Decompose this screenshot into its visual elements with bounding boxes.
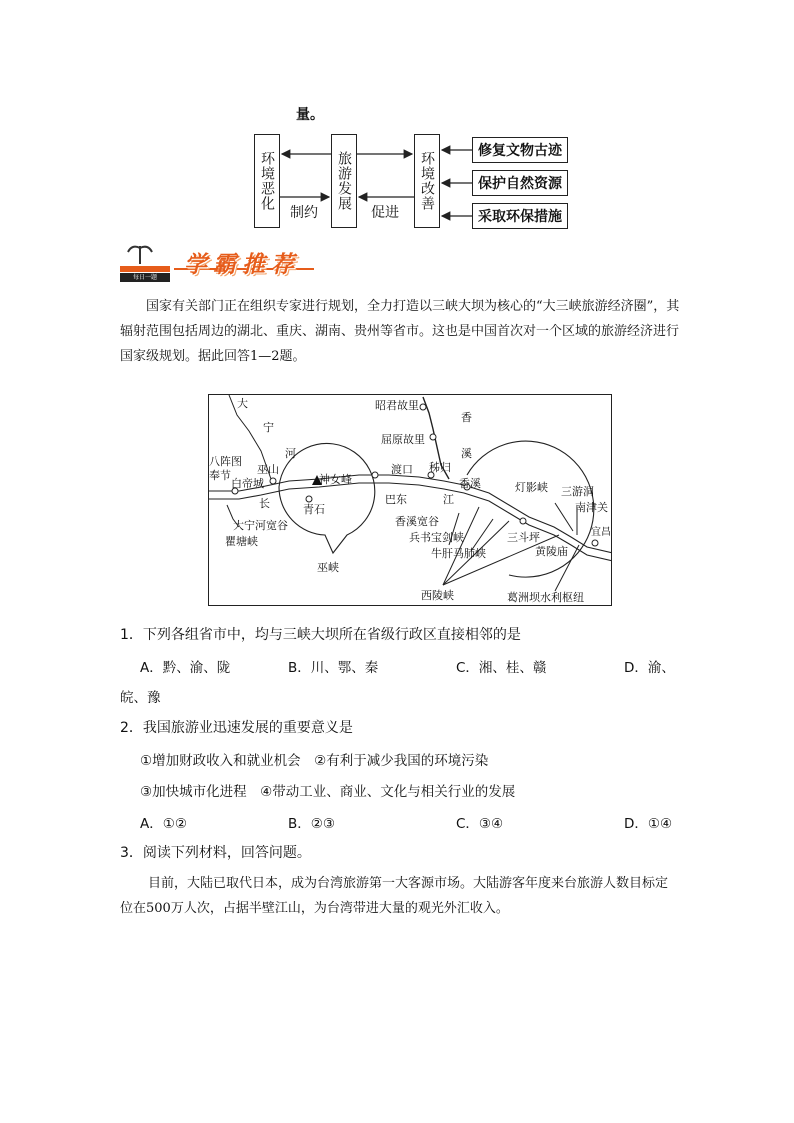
question-2-option-a: A．①② — [140, 816, 187, 832]
map-label-qingshi: 青石 — [303, 503, 325, 516]
input-box-resources: 保护自然资源 — [472, 170, 568, 196]
question-2-statement-line-2: ③加快城市化进程 ④带动工业、商业、文化与相关行业的发展 — [140, 784, 516, 800]
map-label-niugan: 牛肝马肺峡 — [431, 547, 486, 560]
map-label-dengyingxia: 灯影峡 — [515, 481, 548, 494]
banner-title: 学霸推荐 — [184, 251, 300, 278]
question-1-option-c: C．湘、桂、赣 — [456, 660, 547, 676]
map-label-bingshu: 兵书宝剑峡 — [409, 531, 464, 544]
map-label-da: 大 — [237, 397, 248, 410]
three-gorges-map — [208, 394, 612, 606]
input-box-measures: 采取环保措施 — [472, 203, 568, 229]
map-label-xiangxikuangu: 香溪宽谷 — [395, 515, 439, 528]
intro-paragraph: 国家有关部门正在组织专家进行规划，全力打造以三峡大坝为核心的“大三峡旅游经济圈”，其辐射范围包括周边的湖北、重庆、湖南、贵州等省市。这也是中国首次对一个区域的旅游经济进行国家级规划。据此回答1—2题。 — [120, 299, 680, 364]
map-label-wushan: 巫山 — [257, 463, 279, 476]
map-label-jiang: 江 — [443, 493, 454, 506]
question-2-option-d: D．①④ — [624, 816, 673, 832]
promote-label: 促进 — [371, 205, 399, 221]
map-label-xiangxi: 香溪 — [459, 477, 481, 490]
question-3-stem: 3．阅读下列材料，回答问题。 — [120, 845, 311, 861]
map-label-qutangxia: 瞿塘峡 — [225, 535, 258, 548]
top-fragment-text: 量。 — [296, 107, 324, 123]
question-1-option-d: D．渝、 — [624, 660, 675, 676]
map-label-yichang: 宜昌 — [591, 527, 611, 538]
map-label-sanyoudong: 三游洞 — [561, 485, 594, 498]
map-label-badong: 巴东 — [385, 493, 407, 506]
question-1-stem: 1．下列各组省市中，均与三峡大坝所在省级行政区直接相邻的是 — [120, 627, 521, 643]
map-label-zhaojun: 昭君故里 — [375, 399, 419, 412]
environment-improvement-box: 环境改善 — [414, 134, 440, 228]
section-banner — [118, 240, 318, 284]
map-label-huanglingmiao: 黄陵庙 — [535, 545, 568, 558]
flow-arrows — [0, 0, 794, 260]
map-label-wuxia: 巫峡 — [317, 561, 339, 574]
map-label-sandouping: 三斗坪 — [507, 531, 540, 544]
map-label-xilingxia: 西陵峡 — [421, 589, 454, 602]
tourism-development-box: 旅游发展 — [331, 134, 357, 228]
restrict-label: 制约 — [290, 205, 318, 221]
map-label-xi: 溪 — [461, 447, 472, 460]
question-2-stem: 2．我国旅游业迅速发展的重要意义是 — [120, 720, 353, 736]
map-label-fengjie: 奉节 — [209, 469, 231, 482]
question-2-option-c: C．③④ — [456, 816, 504, 832]
map-label-zigui: 秭归 — [429, 461, 451, 474]
map-label-quyuan: 屈原故里 — [381, 433, 425, 446]
question-2-statement-line-1: ①增加财政收入和就业机会 ②有利于减少我国的环境污染 — [140, 753, 489, 769]
map-label-shennvfeng: 神女峰 — [319, 473, 352, 486]
question-1-option-b: B．川、鄂、秦 — [288, 660, 379, 676]
input-box-relics: 修复文物古迹 — [472, 137, 568, 163]
map-label-chang: 长 — [259, 497, 270, 510]
banner-badge: 每日一题 — [132, 274, 157, 281]
map-label-xiang: 香 — [461, 411, 472, 424]
map-label-dukou: 渡口 — [391, 463, 413, 476]
map-label-gezhouba: 葛洲坝水利枢纽 — [507, 591, 584, 604]
question-1-option-d-wrap: 皖、豫 — [120, 690, 161, 706]
map-label-nanjinguan: 南津关 — [575, 501, 608, 514]
environment-deterioration-box: 环境恶化 — [254, 134, 280, 228]
map-label-baidicheng: 白帝城 — [231, 477, 264, 490]
question-1-option-a: A．黔、渝、陇 — [140, 660, 231, 676]
question-3-material: 目前，大陆已取代日本，成为台湾旅游第一大客源市场。大陆游客年度来台旅游人数目标定位在500万人次，占据半壁江山，为台湾带进大量的观光外汇收入。 — [120, 876, 669, 916]
map-label-daninghe: 大宁河宽谷 — [233, 519, 288, 532]
map-label-ning: 宁 — [263, 421, 274, 434]
question-2-option-b: B．②③ — [288, 816, 335, 832]
map-label-he: 河 — [285, 447, 296, 460]
map-label-bazhentu: 八阵图 — [209, 455, 242, 468]
